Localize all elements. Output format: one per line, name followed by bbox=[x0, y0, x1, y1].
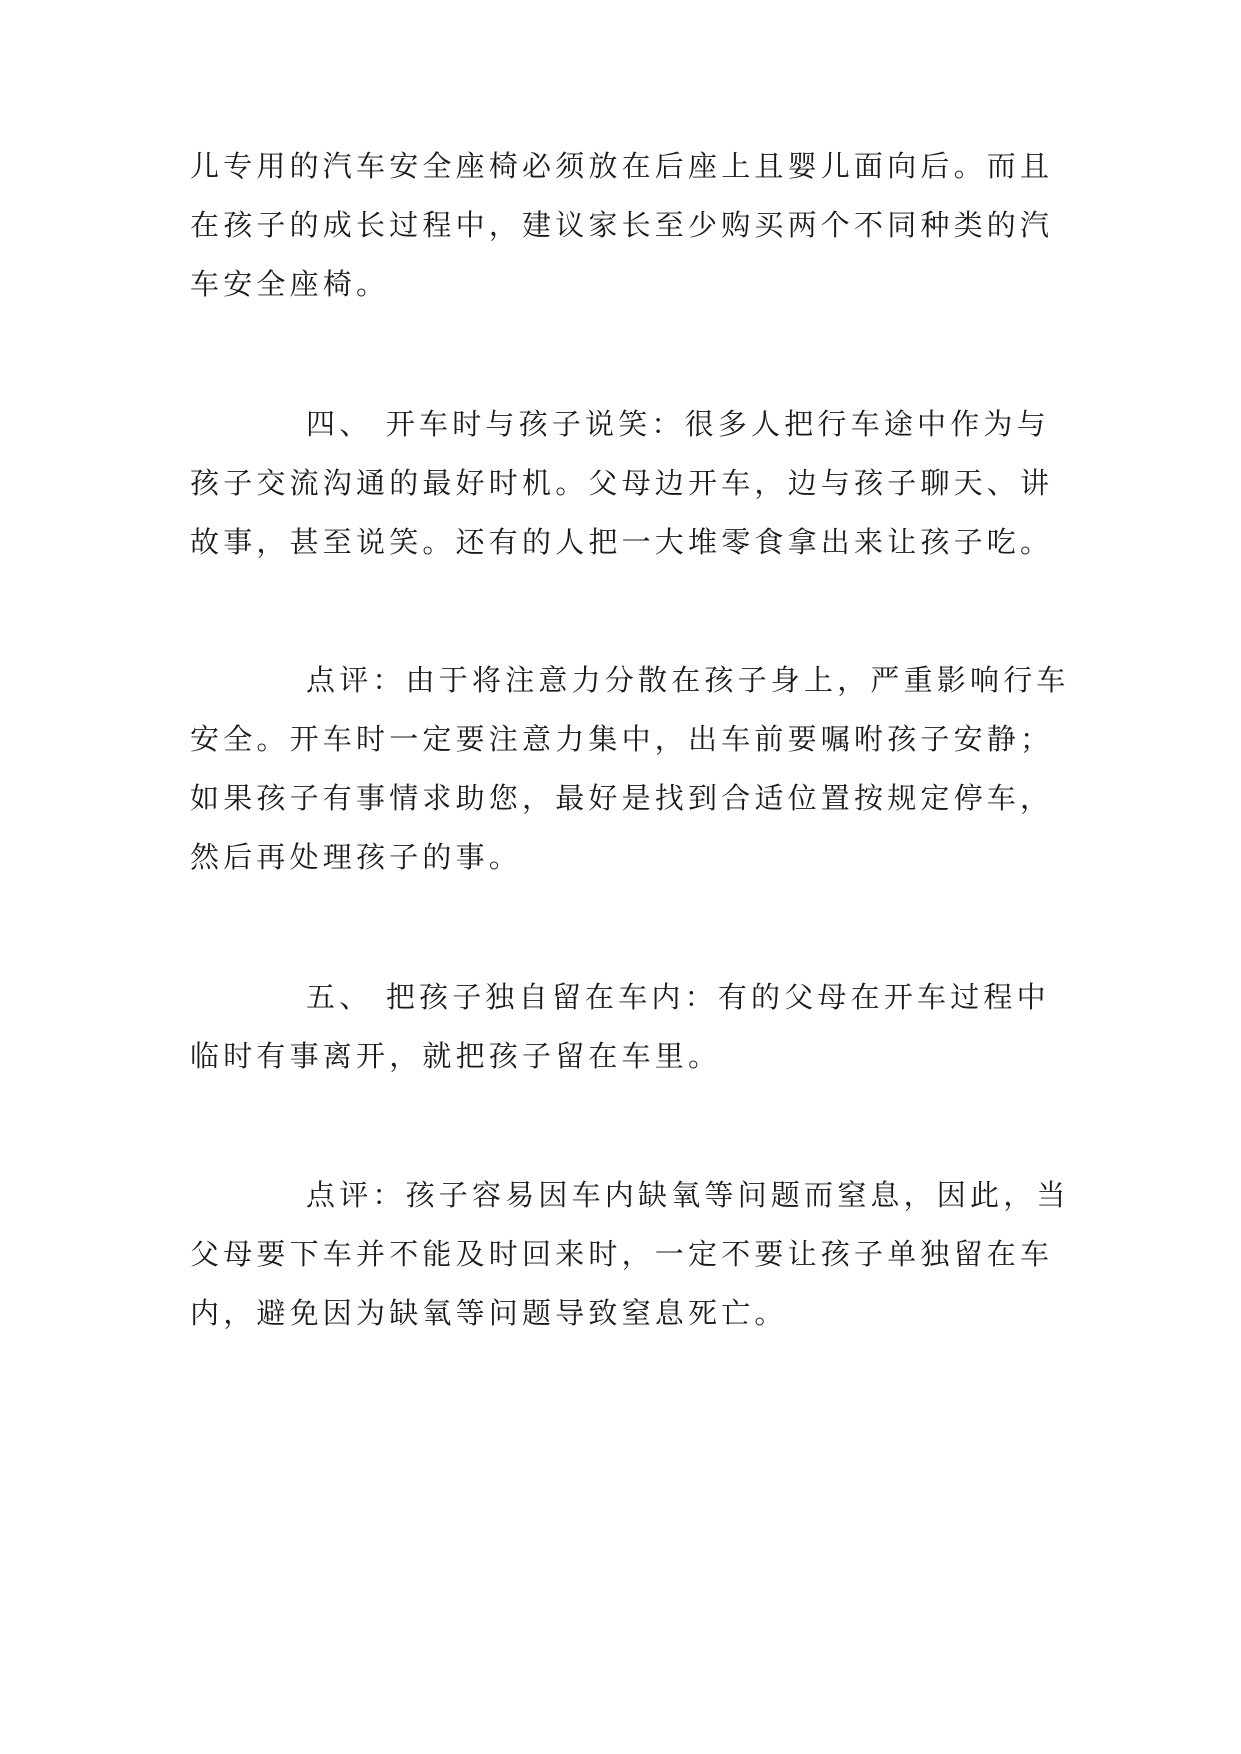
text-line: 五、 把孩子独自留在车内：有的父母在开车过程中 bbox=[306, 980, 1050, 1014]
text-line: 车安全座椅。 bbox=[190, 267, 390, 301]
text-line: 故事，甚至说笑。还有的人把一大堆零食拿出来让孩子吃。 bbox=[190, 525, 1054, 559]
paragraph-car-seat-continuation bbox=[190, 137, 1060, 314]
text-line: 在孩子的成长过程中，建议家长至少购买两个不同种类的汽 bbox=[190, 208, 1054, 242]
paragraph-comment-four bbox=[190, 651, 1070, 887]
text-line: 四、 开车时与孩子说笑：很多人把行车途中作为与 bbox=[306, 407, 1050, 441]
text-line: 如果孩子有事情求助您，最好是找到合适位置按规定停车， bbox=[190, 781, 1054, 815]
text-line: 点评：孩子容易因车内缺氧等问题而窒息，因此，当 bbox=[306, 1178, 1070, 1212]
text-line: 儿专用的汽车安全座椅必须放在后座上且婴儿面向后。而且 bbox=[190, 149, 1054, 183]
text-line: 父母要下车并不能及时回来时，一定不要让孩子单独留在车 bbox=[190, 1237, 1054, 1271]
paragraph-comment-five bbox=[190, 1166, 1070, 1343]
text-line: 安全。开车时一定要注意力集中，出车前要嘱咐孩子安静； bbox=[190, 722, 1054, 756]
text-line: 然后再处理孩子的事。 bbox=[190, 840, 523, 874]
text-line: 内，避免因为缺氧等问题导致窒息死亡。 bbox=[190, 1296, 788, 1330]
text-line: 孩子交流沟通的最好时机。父母边开车，边与孩子聊天、讲 bbox=[190, 466, 1054, 500]
text-line: 临时有事离开，就把孩子留在车里。 bbox=[190, 1039, 722, 1073]
text-line: 点评：由于将注意力分散在孩子身上，严重影响行车 bbox=[306, 663, 1070, 697]
paragraph-section-four bbox=[190, 395, 1060, 572]
paragraph-section-five bbox=[190, 968, 1060, 1086]
